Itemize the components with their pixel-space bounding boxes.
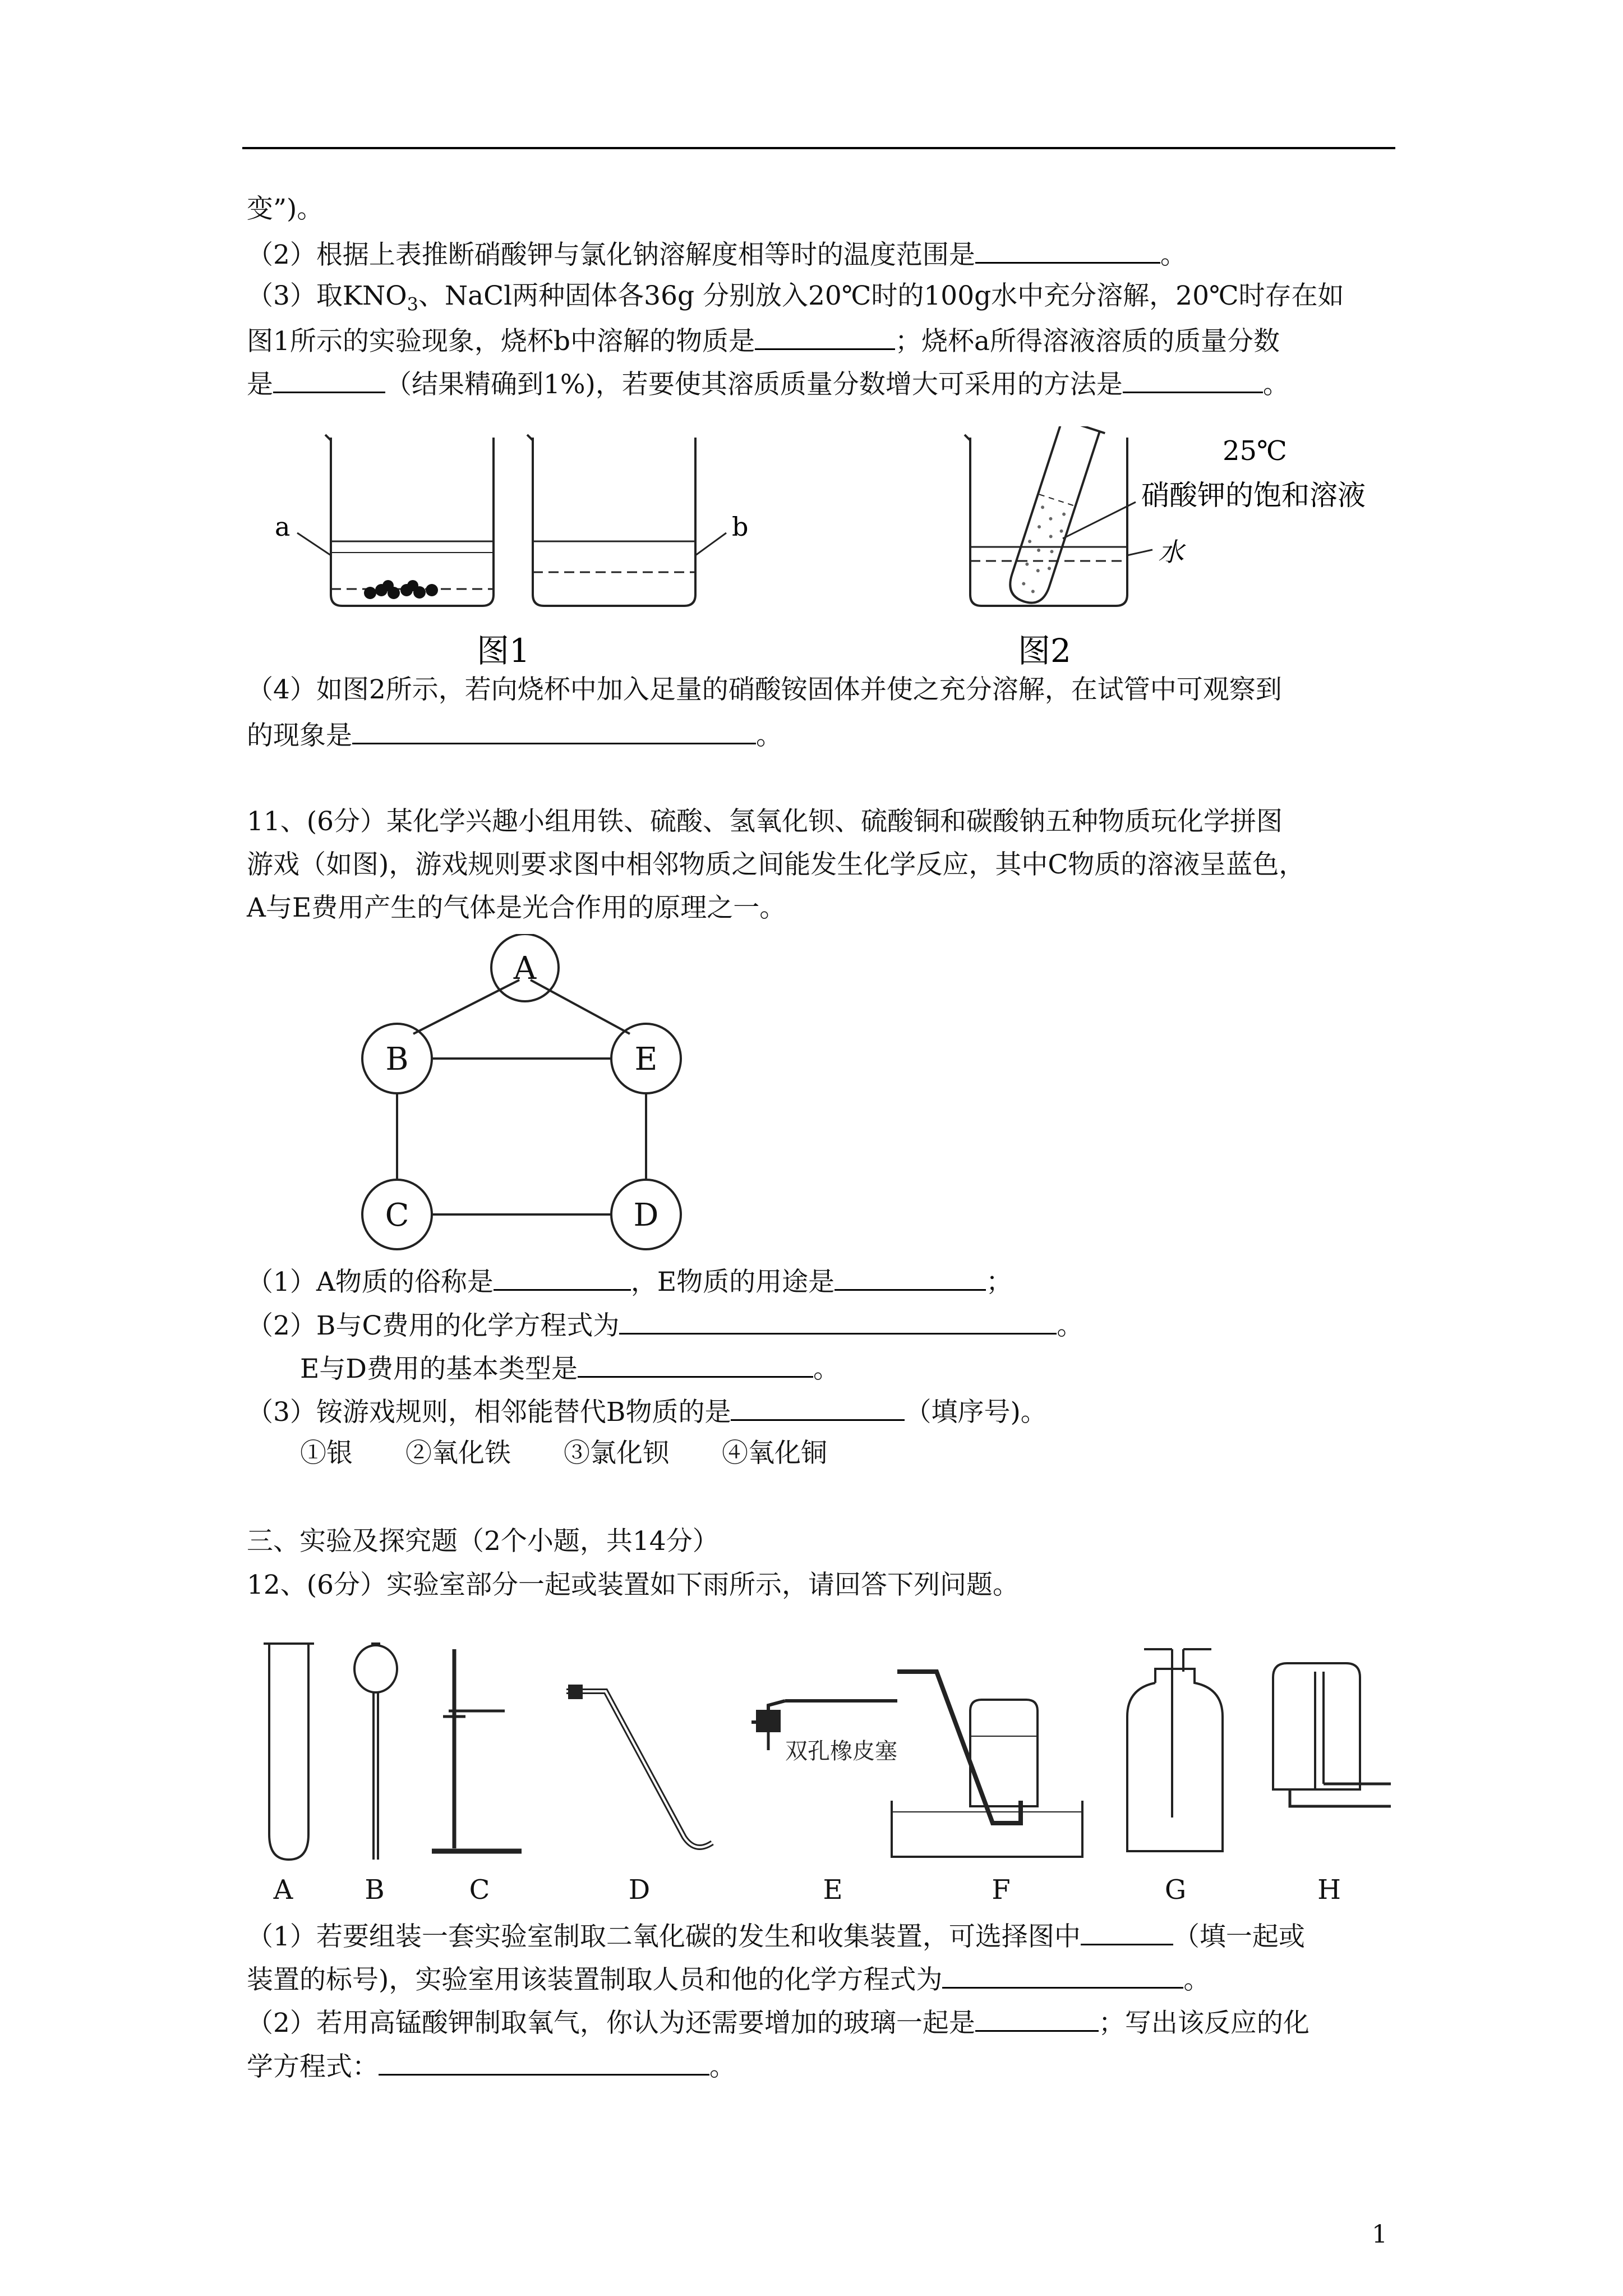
node-d: D bbox=[633, 1197, 659, 1234]
stopper-label: 双孔橡皮塞 bbox=[785, 1738, 897, 1764]
apparatus-label-b: B bbox=[365, 1874, 385, 1906]
node-b: B bbox=[385, 1041, 409, 1078]
answer-blank[interactable] bbox=[1123, 366, 1263, 393]
label-a: a bbox=[275, 512, 291, 542]
question-10-3: （3）取$KNO_3$、NaCl两种固体各36g 分别放入20℃时的100g水中充分溶解，20℃时存在如 bbox=[247, 280, 1344, 315]
text-line: 装置的标号)，实验室用该装置制取人员和他的化学方程式为 。 bbox=[247, 1961, 1210, 1997]
apparatus-label-a: A bbox=[273, 1874, 293, 1906]
label-b: b bbox=[732, 512, 749, 542]
page-number: 1 bbox=[1372, 2220, 1387, 2249]
node-a: A bbox=[513, 950, 537, 987]
apparatus-g bbox=[1127, 1669, 1223, 1851]
answer-blank[interactable] bbox=[942, 1961, 1183, 1989]
text-line: 图1所示的实验现象，烧杯b中溶解的物质是 ；烧杯a所得溶液溶质的质量分数 bbox=[247, 323, 1280, 358]
answer-blank[interactable] bbox=[619, 1307, 1057, 1335]
undissolved-solid bbox=[364, 580, 438, 599]
answer-blank[interactable] bbox=[975, 236, 1160, 264]
answer-blank[interactable] bbox=[352, 717, 756, 744]
answer-blank[interactable] bbox=[975, 2004, 1099, 2032]
temperature-label: 25℃ bbox=[1223, 435, 1287, 467]
question-11-3: （3）铵游戏规则，相邻能替代B物质的是 （填序号)。 bbox=[247, 1393, 1047, 1429]
question-12-2: （2）若用高锰酸钾制取氧气，你认为还需要增加的玻璃一起是 ；写出该反应的化 bbox=[247, 2004, 1310, 2040]
answer-blank[interactable] bbox=[379, 2048, 709, 2076]
options-line: ①银 ②氧化铁 ③氯化钡 ④氧化铜 bbox=[300, 1438, 827, 1469]
answer-blank[interactable] bbox=[834, 1263, 986, 1291]
beaker-figures bbox=[269, 426, 1419, 679]
figure-1-caption: 图1 bbox=[477, 632, 530, 670]
beaker-b bbox=[533, 438, 695, 606]
test-tube bbox=[1000, 426, 1105, 609]
answer-blank[interactable] bbox=[494, 1263, 631, 1291]
apparatus-label-d: D bbox=[628, 1874, 651, 1906]
question-11: 11、(6分）某化学兴趣小组用铁、硫酸、氢氧化钡、硫酸铜和碳酸钠五种物质玩化学拼图 bbox=[247, 806, 1283, 837]
apparatus-label-c: C bbox=[469, 1874, 490, 1906]
tube-label: 硝酸钾的饱和溶液 bbox=[1141, 479, 1366, 512]
apparatus-label-h: H bbox=[1317, 1874, 1341, 1906]
question-12-1: （1）若要组装一套实验室制取二氧化碳的发生和收集装置，可选择图中 （填一起或 bbox=[247, 1918, 1305, 1954]
question-10-4: （4）如图2所示，若向烧杯中加入足量的硝酸铵固体并使之充分溶解，在试管中可观察到 bbox=[247, 674, 1282, 705]
text-line: 的现象是 。 bbox=[247, 717, 782, 753]
question-10-2: （2）根据上表推断硝酸钾与氯化钠溶解度相等时的温度范围是 。 bbox=[247, 236, 1187, 272]
apparatus-h bbox=[1273, 1663, 1360, 1789]
section-heading: 三、实验及探究题（2个小题，共14分） bbox=[247, 1526, 719, 1557]
apparatus-d bbox=[566, 1691, 712, 1847]
apparatus-label-e: E bbox=[823, 1874, 843, 1906]
apparatus-figure bbox=[247, 1638, 1402, 1907]
text-line: 是 （结果精确到1%)，若要使其溶质质量分数增大可采用的方法是 。 bbox=[247, 366, 1289, 402]
node-e: E bbox=[634, 1041, 658, 1078]
answer-blank[interactable] bbox=[731, 1393, 905, 1421]
text-line: A与E费用产生的气体是光合作用的原理之一。 bbox=[247, 892, 786, 923]
answer-blank[interactable] bbox=[578, 1350, 813, 1378]
text-line: 学方程式： 。 bbox=[247, 2048, 736, 2084]
header-rule bbox=[242, 147, 1395, 149]
apparatus-a bbox=[269, 1644, 308, 1860]
text-line: 游戏（如图)，游戏规则要求图中相邻物质之间能发生化学反应，其中C物质的溶液呈蓝色， bbox=[247, 849, 1306, 880]
text-line: 变”)。 bbox=[247, 194, 324, 224]
puzzle-diagram bbox=[353, 934, 690, 1265]
apparatus-label-g: G bbox=[1164, 1874, 1187, 1906]
question-12: 12、(6分）实验室部分一起或装置如下雨所示，请回答下列问题。 bbox=[247, 1570, 1020, 1600]
figure-2-caption: 图2 bbox=[1018, 632, 1071, 670]
answer-blank[interactable] bbox=[273, 366, 385, 393]
apparatus-b bbox=[354, 1645, 397, 1692]
apparatus-label-f: F bbox=[992, 1874, 1011, 1906]
answer-blank[interactable] bbox=[755, 323, 895, 350]
node-c: C bbox=[385, 1197, 409, 1234]
question-11-1: （1）A物质的俗称是 ，E物质的用途是 ； bbox=[247, 1263, 1012, 1299]
text-line: E与D费用的基本类型是 。 bbox=[300, 1350, 840, 1386]
question-11-2: （2）B与C费用的化学方程式为 。 bbox=[247, 1307, 1083, 1343]
water-label: 水 bbox=[1158, 537, 1184, 567]
answer-blank[interactable] bbox=[1081, 1918, 1173, 1945]
